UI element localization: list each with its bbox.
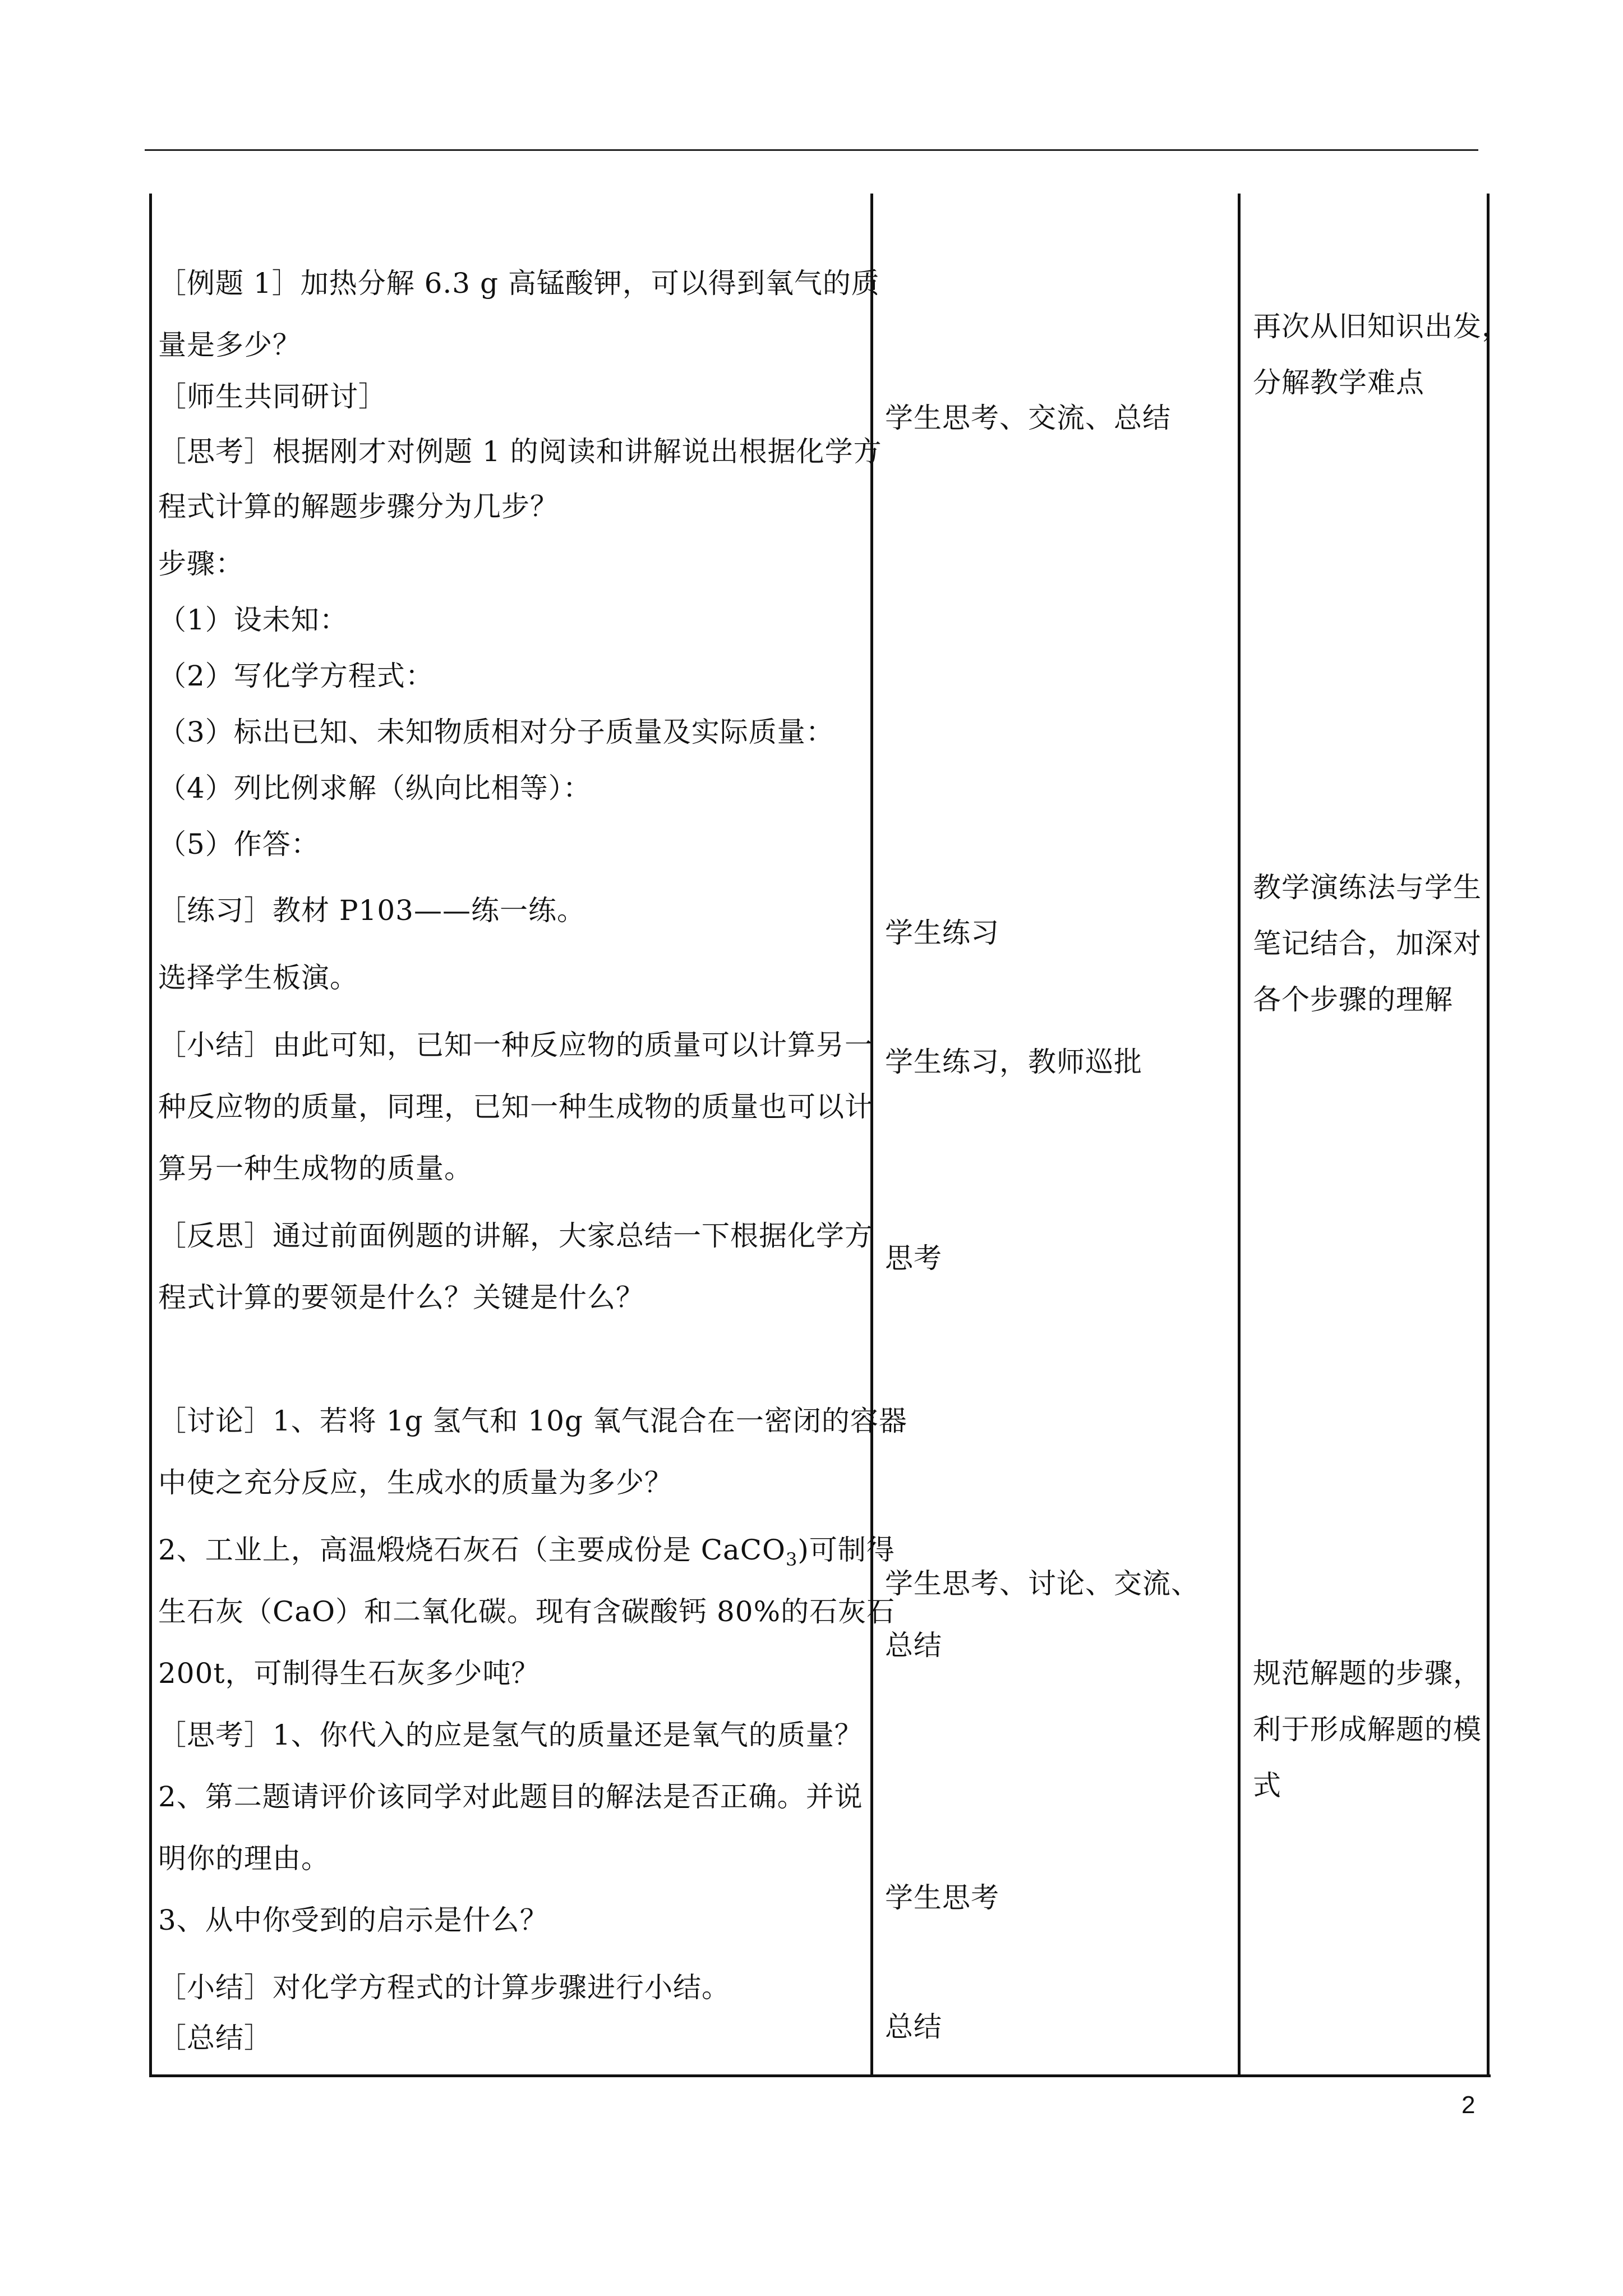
text-line: （2）写化学方程式： [158,660,434,692]
text-line: 利于形成解题的模 [1253,1713,1482,1746]
text-line: 明你的理由。 [158,1842,330,1875]
text-line: 规范解题的步骤， [1253,1657,1482,1690]
text-line [158,1533,895,1576]
text-line: 思考 [885,1242,942,1274]
header-rule [145,149,1478,151]
text-line: 笔记结合，加深对 [1253,927,1482,960]
text-line: 再次从旧知识出发， [1253,310,1510,343]
text-line: 程式计算的要领是什么？关键是什么？ [158,1281,644,1314]
text-line: 选择学生板演。 [158,961,358,994]
text-line: 学生思考、交流、总结 [885,402,1171,434]
text-line: 各个步骤的理解 [1253,983,1453,1016]
text-line: 中使之充分反应，生成水的质量为多少？ [158,1466,673,1499]
text-line: ［小结］由此可知，已知一种反应物的质量可以计算另一 [158,1029,873,1061]
table-divider-2 [1238,194,1241,2077]
text-line: 步骤： [158,547,244,580]
text-line: 生石灰（CaO）和二氧化碳。现有含碳酸钙 80%的石灰石 [158,1595,896,1628]
table-left-border [149,194,152,2077]
table-right-border [1487,194,1490,2077]
text-line: 总结 [885,1629,942,1662]
text-line: 种反应物的质量，同理，已知一种生成物的质量也可以计 [158,1091,873,1123]
text-line: 学生思考、讨论、交流、 [885,1567,1200,1600]
text-line: 2、第二题请评价该同学对此题目的解法是否正确。并说 [158,1780,863,1813]
table-bottom-border [149,2074,1491,2077]
text-line: ［反思］通过前面例题的讲解，大家总结一下根据化学方 [158,1220,873,1252]
text-line: 程式计算的解题步骤分为几步？ [158,490,559,523]
text-line: 量是多少？ [158,329,301,361]
text-line: 教学演练法与学生 [1253,871,1482,904]
text-line: ［总结］ [158,2022,273,2054]
text-line: ［思考］根据刚才对例题 1 的阅读和讲解说出根据化学方 [158,435,882,468]
text-line: 式 [1253,1769,1281,1802]
page-number: 2 [1461,2091,1476,2119]
text-line: ［例题 1］加热分解 6.3 g 高锰酸钾，可以得到氧气的质 [158,267,880,300]
text-line: 学生思考 [885,1881,999,1914]
text-line: 算另一种生成物的质量。 [158,1152,473,1185]
table-divider-1 [870,194,873,2077]
text-line: ［小结］对化学方程式的计算步骤进行小结。 [158,1971,730,2004]
text-line: 学生练习，教师巡批 [885,1046,1142,1078]
text-line: （1）设未知： [158,604,348,636]
text-line: ［思考］1、你代入的应是氢气的质量还是氧气的质量？ [158,1719,863,1751]
text-line: ［练习］教材 P103——练一练。 [158,894,585,927]
text-line: 200t，可制得生石灰多少吨？ [158,1657,540,1690]
subscript: 3 [786,1549,798,1570]
text-line: 3、从中你受到的启示是什么？ [158,1904,548,1936]
text-line: 总结 [885,2010,942,2043]
text-line: （4）列比例求解（纵向比相等）： [158,772,592,804]
text-line: ［讨论］1、若将 1g 氢气和 10g 氧气混合在一密闭的容器 [158,1405,907,1437]
text-segment: )可制得 [797,1534,895,1566]
text-line: （5）作答： [158,828,320,861]
text-line: ［师生共同研讨］ [158,380,387,413]
text-line: 学生练习 [885,917,999,949]
text-line: （3）标出已知、未知物质相对分子质量及实际质量： [158,716,834,748]
text-segment: 2、工业上，高温煅烧石灰石（主要成份是 CaCO [158,1534,786,1566]
text-line: 分解教学难点 [1253,366,1424,399]
